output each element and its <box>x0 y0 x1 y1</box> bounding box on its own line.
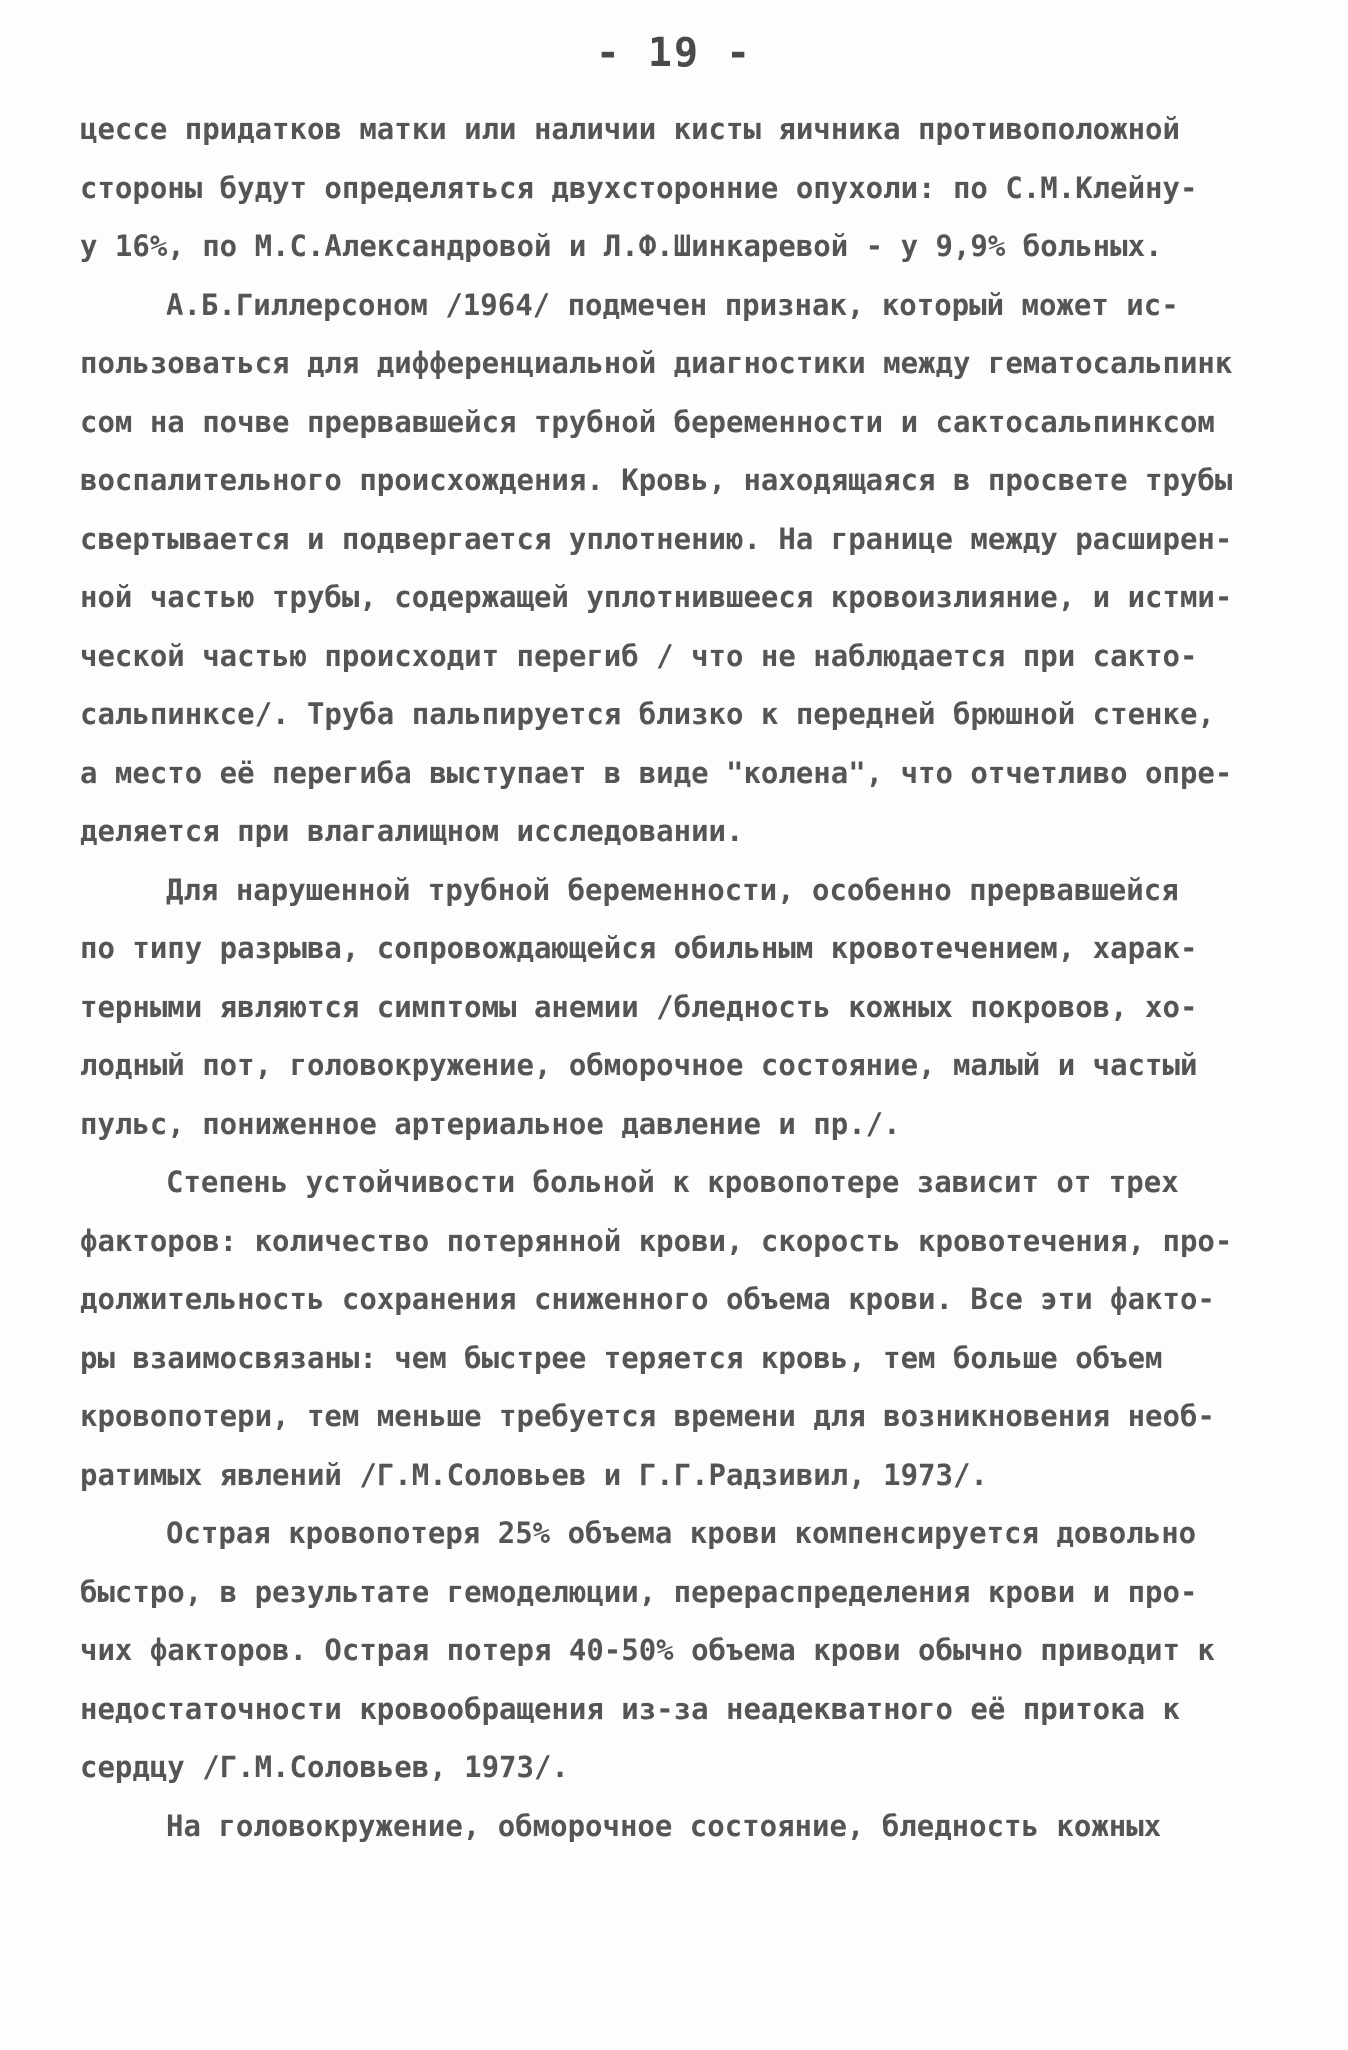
text-line: чих факторов. Острая потеря 40-50% объема крови обычно приводит к <box>80 1633 1215 1667</box>
text-line: недостаточности кровообращения из-за неадекватного её притока к <box>80 1691 1180 1726</box>
text-line: а место её перегиба выступает в виде "колена", что отчетливо опре- <box>80 755 1233 790</box>
text-line: должительность сохранения сниженного объема крови. Все эти факто- <box>80 1282 1215 1316</box>
text-line: свертывается и подвергается уплотнению. На границе между расширен- <box>80 521 1233 556</box>
text-line: по типу разрыва, сопровождающейся обильным кровотечением, харак- <box>80 931 1198 965</box>
text-line: факторов: количество потерянной крови, скорость кровотечения, про- <box>80 1223 1233 1258</box>
page-number: - 19 - <box>595 30 753 76</box>
text-line: На головокружение, обморочное состояние, бледность кожных <box>166 1808 1162 1843</box>
text-line: Степень устойчивости больной к кровопотере зависит от трех <box>166 1165 1179 1199</box>
text-line: сальпинксе/. Труба пальпируется близко к передней брюшной стенке, <box>80 697 1215 731</box>
text-line: лодный пот, головокружение, обморочное состояние, малый и частый <box>80 1048 1198 1082</box>
text-line: пользоваться для дифференциальной диагностики между гематосальпинк <box>80 346 1233 380</box>
text-line: кровопотери, тем меньше требуется времени для возникновения необ- <box>80 1399 1215 1433</box>
text-line: ры взаимосвязаны: чем быстрее теряется кровь, тем больше объем <box>80 1340 1163 1375</box>
text-line: А.Б.Гиллерсоном /1964/ подмечен признак, который может ис- <box>166 287 1179 322</box>
text-line: пульс, пониженное артериальное давление и пр./. <box>80 1106 901 1141</box>
text-line: ческой частью происходит перегиб / что не наблюдается при сакто- <box>80 638 1198 673</box>
text-line: стороны будут определяться двухсторонние опухоли: по С.М.Клейну- <box>80 170 1198 205</box>
text-line: быстро, в результате гемоделюции, перераспределения крови и про- <box>80 1574 1198 1609</box>
text-line: ной частью трубы, содержащей уплотнившееся кровоизлияние, и истми- <box>80 580 1233 614</box>
text-line: терными являются симптомы анемии /бледность кожных покровов, хо- <box>80 989 1198 1024</box>
body-text <box>80 100 1280 1855</box>
text-line: ратимых явлений /Г.М.Соловьев и Г.Г.Радзивил, 1973/. <box>80 1457 988 1492</box>
text-line: воспалительного происхождения. Кровь, находящаяся в просвете трубы <box>80 463 1233 497</box>
text-line: сом на почве прервавшейся трубной беременности и сактосальпинксом <box>80 404 1215 439</box>
text-line: Острая кровопотеря 25% объема крови компенсируется довольно <box>166 1516 1197 1550</box>
text-line: Для нарушенной трубной беременности, особенно прервавшейся <box>166 872 1179 907</box>
text-line: деляется при влагалищном исследовании. <box>80 814 744 848</box>
text-line: у 16%, по М.С.Александровой и Л.Ф.Шинкаревой - у 9,9% больных. <box>80 229 1163 263</box>
text-line: цессе придатков матки или наличии кисты яичника противоположной <box>80 112 1180 146</box>
text-line: сердцу /Г.М.Соловьев, 1973/. <box>80 1750 569 1784</box>
